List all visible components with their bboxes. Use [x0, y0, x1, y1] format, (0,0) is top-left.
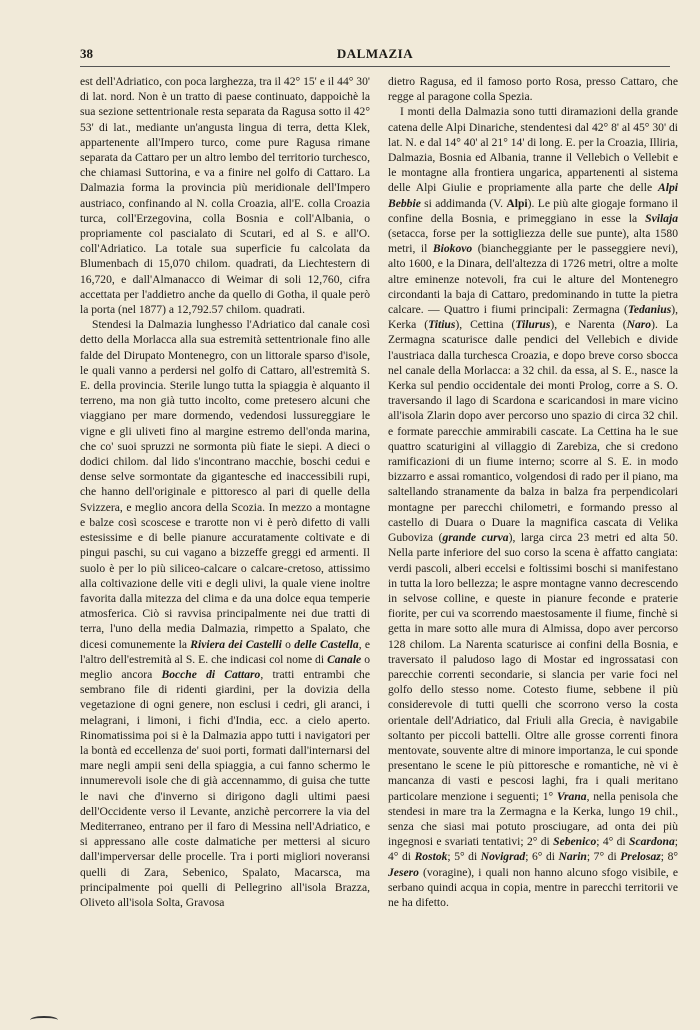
emphasized-text: Alpi Bebbie	[388, 181, 678, 210]
text-run: , e l'altro dell'estremità al S. E. che indicasi col nome di	[80, 637, 371, 666]
text-run: ), Cettina (	[455, 318, 516, 332]
page-header	[80, 44, 670, 67]
text-run: ; 5° di	[447, 850, 481, 864]
paragraph	[388, 104, 678, 910]
emphasized-text: delle Castella	[294, 637, 359, 651]
emphasized-text: Novigrad	[480, 850, 526, 864]
right-column	[388, 74, 678, 910]
text-run: ; 6° di	[525, 850, 559, 864]
emphasized-text: Jesero	[388, 865, 419, 879]
text-run: o meglio ancora	[80, 652, 370, 681]
emphasized-text: Prelosaz	[620, 850, 661, 864]
emphasized-text: Biokovo	[432, 242, 473, 256]
text-run: ). La Zermagna scaturisce dalle pendici del Vellebich e divide l'austriaca dalla turchesca Croazia, e dopo breve corso sbocca nel canale della Morlacca: a 32 chil. da essa, al S. E., nasce la Kerka sul pendio occidentale dei monti Prolog, corre a S. O. traversando il lago di Scardona e scaricandosi in mare vicino all'isola Zlarin dopo aver percorso uno spazio di circa 32 chil. e formate parecchie ammirabili cascate. La Cettina ha le sue quattro scaturigini al villaggio di Zarebiza, che si credono ramificazioni di un fiume interno; scorre al S. E. in modo bizzarro e assai romantico, volgendosi di rado per il piano, ma saltellando stranamente da balza in balza fra perpendicolari montagne per parecchi chilometri, e formando presso al castello di Duara o Duare la magnifica cascata di Velika Guboviza (	[388, 318, 678, 545]
left-column	[80, 74, 370, 910]
text-run: ), larga circa 23 metri ed alta 50. Nella parte inferiore del suo corso la scena è affatto cangiata: verdi pascoli, alberi eccelsi e foltissimi boschi si manifestano in tutta la loro bellezza; le aspre montagne vanno decrescendo in selvose colline, e queste in pianure feconde e praterie fiorite, per cui va scorrendo maestosamente il fiume, finchè si getta in mare sotto alle mura di Almissa, dopo aver percorso 128 chilom. La Narenta scaturisce ai confini della Bosnia, e traversato il paludoso lago di Mostar ed ingrossatasi con parecchie correnti secondarie, si slancia per varie foci nel golfo dello stesso nome. Cotesto fiume, sebbene il più considerevole di tutti quelli che scorrono verso la costa orientale dell'Adriatico, dal Friuli alla Grecia, è navigabile soltanto per piccoli battelli. Oltre alle grosse correnti finora mentovate, souvente altre di minore importanza, le cui sponde presentano le scene le più pittoresche e romantiche, nè vi è mancanza di vasti e pescosi laghi, fra i quali meritano particolare menzione i seguenti; 1°	[388, 531, 678, 803]
emphasized-text: Titius	[428, 318, 456, 332]
emphasized-text: Narin	[558, 850, 587, 864]
text-run: (setacca, forse per la sottigliezza delle sue punte), alta 1580 metri, il	[388, 227, 678, 256]
paragraph	[80, 317, 370, 910]
text-run: (biancheggiante per le passeggiere nevi), alto 1600, e la Dinara, dell'altezza di 1726 metri, oltre a molte altre eminenze notevoli, fra cui le alture del Montenegro circondanti la baja di Cattaro, predominando in tutte la pietra calcare. — Quattro i fiumi principali: Zermagna (	[388, 242, 678, 317]
text-run: I monti della Dalmazia sono tutti diramazioni della grande catena delle Alpi Dinariche, stendentesi dal 42° 8' al 45° 30' di lat. N. e dal 14° 40' al 21° 14' di long. E. per la Croazia, Illiria, Dalmazia, Bosnia ed Albania, tranne il Vellebich o Vellebit e le montagne alla frontiera ungarica, appartenenti al sistema delle Alpi Giulie e propriamente alla parte che delle	[388, 105, 679, 195]
emphasized-text: Tedanius	[627, 303, 672, 317]
text-run: ; 8°	[660, 850, 679, 864]
emphasized-text: Naro	[626, 318, 652, 332]
paragraph: dietro Ragusa, ed il famoso porto Rosa, presso Cattaro, che regge al paragone colla Spezia.	[388, 75, 678, 104]
text-run: Stendesi la Dalmazia lunghesso l'Adriatico dal canale così detto della Morlacca alla sua estremità settentrionale fino alle falde del Dirupato Montenegro, con un littorale sparso d'isole, le quali vanno a perdersi nel golfo di Cattaro, all'estremità S. E. della provincia. Sterile lungo tutta la spiaggia è alquanto il terreno, ma non già tutto incolto, come pretesero alcuni che viaggiano per mare dormendo, vedendosi lussureggiare le vigne e gli uliveti fino al margine estremo dell'onda marina, che co' suoi spruzzi ne sormonta più fiate le siepi. A dieci o dodici chilom. dal lido s'incontrano macchie, boschi cedui e dense selve sormontate da gigantesche ed inaccessibili rupi, che hanno dell'originale e pittoresco al pari di quelle della Svizzera, e meglio ancora della Scozia. In mezzo a montagne e balze così scoscese e trarotte non vi è però difetto di valli estesissime e di belle pianure accuratamente coltivate e di pingui paschi, su cui vagano a bizzeffe greggi ed armenti. Il suolo è per lo più siliceo-calcare o calcare-cretoso, attissimo alla coltivazione delle viti e degli ulivi, la quale viene inoltre favorita dalla mitezza del clima e da una dolce equa temperie atmosferica. Ciò si ravvisa principalmente nei due tratti di terra, l'uno della media Dalmazia, rimpetto a Spalato, che dicesi comunemente la	[80, 318, 370, 651]
emphasized-text: grande curva	[442, 531, 509, 545]
text-run: o	[281, 637, 295, 651]
emphasized-text: Rostok	[414, 850, 448, 864]
text-run: si addimanda (V.	[420, 196, 507, 210]
page-number: 38	[80, 46, 93, 61]
text-run: ; 4° di	[388, 835, 678, 864]
text-run: (voragine), i quali non hanno alcuno sfogo visibile, e serbano quindi acqua in copia, mentre in parecchi territorii ve ne ha difetto.	[388, 865, 678, 909]
emphasized-text: Scardona	[629, 835, 675, 849]
text-run: ; 7° di	[586, 850, 621, 864]
emphasized-text: Bocche di Cattaro	[161, 667, 261, 681]
emphasized-text: Riviera dei Castelli	[190, 637, 282, 651]
paragraph: est dell'Adriatico, con poca larghezza, tra il 42° 15' e il 44° 30' di lat. nord. Non è un tratto di paese continuato, dappoichè la sua sezione settentrionale resta separata da Ragusa sotto il 42° 53' di lat., mediante un'angusta lingua di terra, detta Klek, appartenente all'Impero turco, come pure Ragusa rimane separata da Cattaro per un altro lembo del territorio turchesco, che chiamasi Suttorina, e va a finire nel golfo di Cattaro. La Dalmazia forma la provincia più meridionale dell'Impero austriaco, confinando al N. colla Croazia, all'E. colla Croazia turca, coll'Erzegovina, colla Bosnia e coll'Albania, o propriamente col pascialato di Scutari, ed al S. e all'O. coll'Adriatico. La totale sua superficie fu calcolata da Blumenbach di 15,070 chilom. quadrati, da Liechtestern di 16,720, e dall'Almanacco di Weimar di soli 12,760, cifra accettata per l'addietro anche da quello di Gotha, il quale però la porta (nel 1877) a 12,792.57 chilom. quadrati.	[80, 75, 370, 317]
emphasized-text: Sebenico	[553, 835, 597, 849]
emphasized-text: Tilurus	[515, 318, 551, 332]
page-corner-mark	[30, 1016, 58, 1024]
text-run: , tratti entrambi che sembrano file di ridenti giardini, per la dovizia della vegetazione di ogni genere, non esclusi i cedri, gli aranci, i melagrani, i limoni, i fichi d'India, ecc. a cielo aperto. Rinomatissima poi si è la Dalmazia appo tutti i navigatori per la bontà ed eccellenza de' suoi porti, formati dall'internarsi del mare negli ampii seni della spiaggia, a cui fanno schermo le innumerevoli isole che di già accennammo, di guisa che tutte le navi che d'inverno si dirigono dagli ultimi paesi dell'Occidente verso il Levante, anzichè percorrere la via del Mediterraneo, entrano per il faro di Messina nell'Adriatico, e si appressano alle coste dalmatiche per mettersi al sicuro dall'imperversar delle procelle. Tra i porti migliori noveransi quelli di Zara, Sebenico, Spalato, Macarsca, ma principalmente poi quelli di Pellegrino all'isola Brazza, Oliveto all'isola Solta, Gravosa	[80, 667, 371, 909]
emphasized-text: Vrana	[556, 789, 587, 803]
text-run: ). Le più alte giogaje formano il confine della Bosnia, e primeggiano in esse la	[388, 196, 678, 225]
text-run: ), Kerka (	[388, 303, 678, 332]
text-run: , nella penisola che stendesi in mare tra la Zermagna e la Kerka, lungo 19 chil., senza che siasi mai potuto prosciugare, ad onta dei più ingegnosi e svariati tentativi; 2° di	[388, 789, 678, 849]
emphasized-text: Svilaja	[645, 211, 678, 225]
running-title: DALMAZIA	[336, 46, 414, 61]
emphasized-text: Alpi	[506, 196, 528, 210]
emphasized-text: Canale	[327, 652, 362, 666]
text-run: ; 4° di	[596, 835, 630, 849]
text-run: ), e Narenta (	[550, 318, 627, 332]
